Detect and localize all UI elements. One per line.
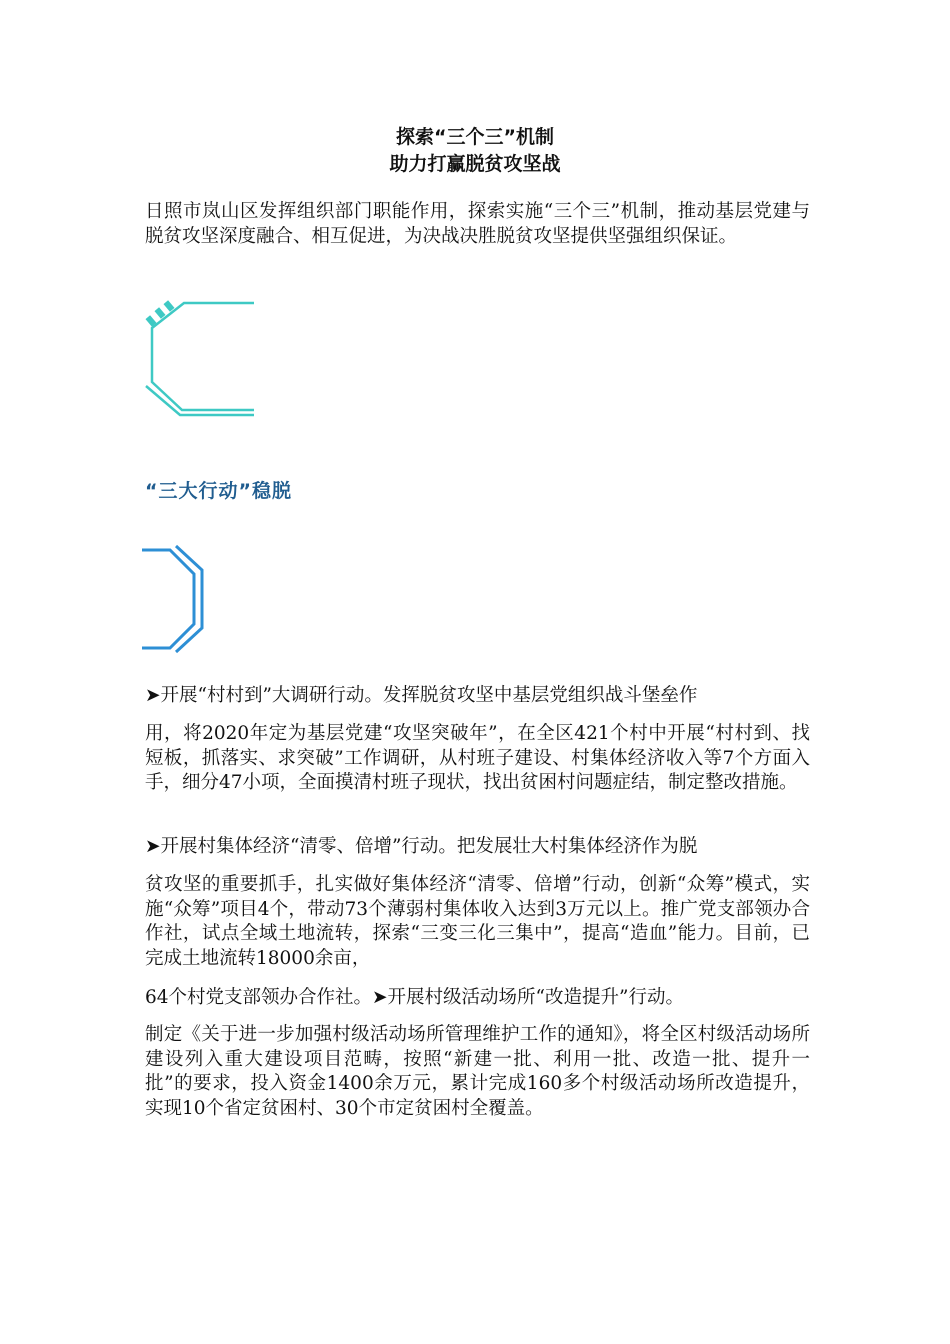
section-heading: “三大行动”稳脱 <box>145 480 292 502</box>
paragraph-1: ➤开展“村村到”大调研行动。发挥脱贫攻坚中基层党组织战斗堡垒作 <box>145 685 698 706</box>
paragraph-2: 用，将2020年定为基层党建“攻坚突破年”，在全区421个村中开展“村村到、找短板，抓落实、求突破”工作调研，从村班子建设、村集体经济收入等7个方面入手，细分47小项，全面摸清村班子现状，找出贫困村问题症结，制定整改措施。 <box>145 723 810 793</box>
intro-paragraph: 日照市岚山区发挥组织部门职能作用，探索实施“三个三”机制，推动基层党建与脱贫攻坚深度融合、相互促进，为决战决胜脱贫攻坚提供坚强组织保证。 <box>145 201 810 247</box>
teal-bracket-decoration-icon <box>140 296 260 420</box>
paragraph-5: 64个村党支部领办合作社。➤开展村级活动场所“改造提升”行动。 <box>145 987 684 1008</box>
document-title-line2: 助力打赢脱贫攻坚战 <box>389 153 561 175</box>
paragraph-3: ➤开展村集体经济“清零、倍增”行动。把发展壮大村集体经济作为脱 <box>145 836 698 857</box>
paragraph-6: 制定《关于进一步加强村级活动场所管理维护工作的通知》，将全区村级活动场所建设列入重大建设项目范畴，按照“新建一批、利用一批、改造一批、提升一批”的要求，投入资金1400余万元，累计完成160多个村级活动场所改造提升，实现10个省定贫困村、30个市定贫困村全覆盖。 <box>145 1024 810 1119</box>
blue-bracket-decoration-icon <box>140 544 210 654</box>
document-title-line1: 探索“三个三”机制 <box>396 126 554 148</box>
paragraph-4: 贫攻坚的重要抓手，扎实做好集体经济“清零、倍增”行动，创新“众筹”模式，实施“众筹”项目4个，带动73个薄弱村集体收入达到3万元以上。推广党支部领办合作社，试点全域土地流转，探索“三变三化三集中”，提高“造血”能力。目前，已完成土地流转18000余亩， <box>145 874 810 969</box>
